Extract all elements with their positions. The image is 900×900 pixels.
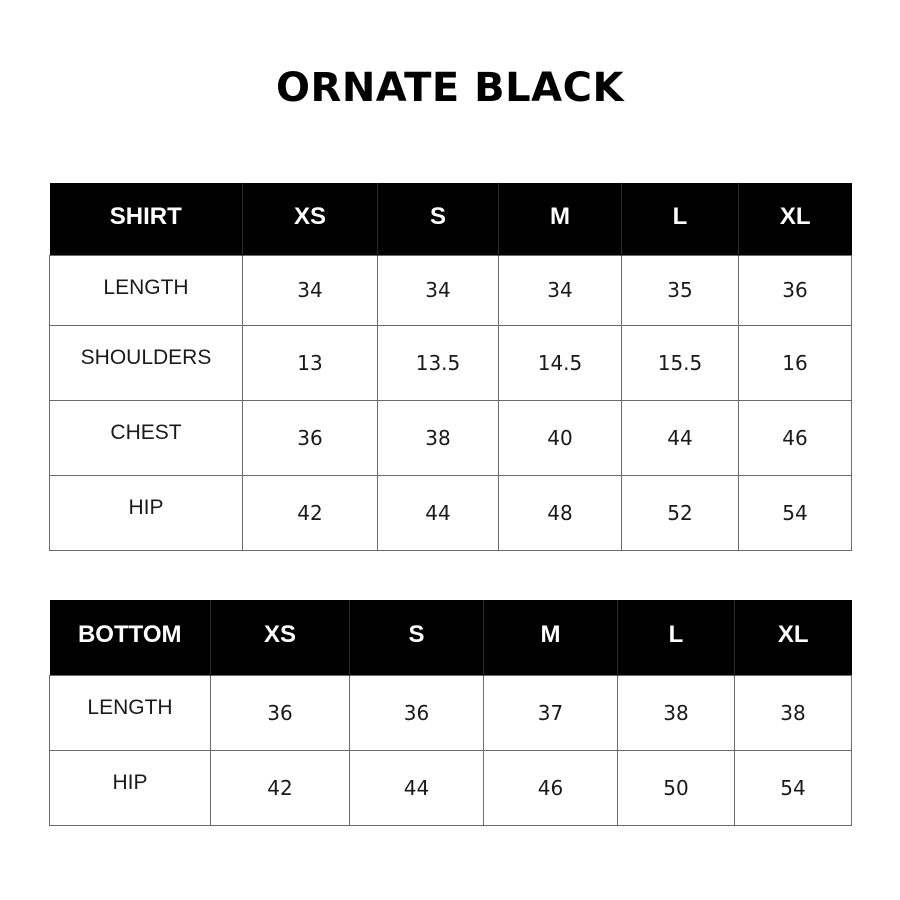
measurement-cell: 54	[739, 475, 852, 550]
measurement-cell: 13.5	[378, 325, 499, 400]
bottom-size-table	[49, 600, 852, 826]
table-row	[50, 750, 852, 825]
measurement-cell: 44	[350, 750, 484, 825]
measurement-cell: 52	[622, 475, 739, 550]
measurement-cell: 34	[499, 255, 622, 325]
shirt-size-header-s: S	[378, 183, 499, 255]
measurement-cell: 16	[739, 325, 852, 400]
page-title: ORNATE BLACK	[276, 65, 624, 111]
measurement-cell: 44	[378, 475, 499, 550]
row-label: CHEST	[50, 400, 243, 475]
measurement-cell: 54	[735, 750, 852, 825]
measurement-cell: 13	[243, 325, 378, 400]
shirt-header-row	[50, 183, 852, 255]
bottom-category-header: BOTTOM	[50, 600, 211, 675]
row-label: SHOULDERS	[50, 325, 243, 400]
table-row	[50, 675, 852, 750]
measurement-cell: 38	[618, 675, 735, 750]
measurement-cell: 36	[211, 675, 350, 750]
row-label: HIP	[50, 475, 243, 550]
measurement-cell: 36	[739, 255, 852, 325]
shirt-size-header-l: L	[622, 183, 739, 255]
measurement-cell: 42	[243, 475, 378, 550]
measurement-cell: 36	[243, 400, 378, 475]
measurement-cell: 35	[622, 255, 739, 325]
bottom-size-header-xl: XL	[735, 600, 852, 675]
measurement-cell: 38	[735, 675, 852, 750]
measurement-cell: 50	[618, 750, 735, 825]
table-row	[50, 255, 852, 325]
shirt-size-header-xl: XL	[739, 183, 852, 255]
measurement-cell: 38	[378, 400, 499, 475]
measurement-cell: 15.5	[622, 325, 739, 400]
shirt-size-header-m: M	[499, 183, 622, 255]
shirt-size-header-xs: XS	[243, 183, 378, 255]
measurement-cell: 40	[499, 400, 622, 475]
measurement-cell: 34	[378, 255, 499, 325]
bottom-size-header-s: S	[350, 600, 484, 675]
table-row	[50, 325, 852, 400]
row-label: LENGTH	[50, 255, 243, 325]
measurement-cell: 48	[499, 475, 622, 550]
table-row	[50, 400, 852, 475]
measurement-cell: 46	[484, 750, 618, 825]
measurement-cell: 36	[350, 675, 484, 750]
measurement-cell: 44	[622, 400, 739, 475]
bottom-size-header-l: L	[618, 600, 735, 675]
bottom-header-row	[50, 600, 852, 675]
shirt-size-table	[49, 183, 852, 551]
measurement-cell: 46	[739, 400, 852, 475]
shirt-category-header: SHIRT	[50, 183, 243, 255]
measurement-cell: 14.5	[499, 325, 622, 400]
row-label: HIP	[50, 750, 211, 825]
bottom-size-header-m: M	[484, 600, 618, 675]
measurement-cell: 42	[211, 750, 350, 825]
measurement-cell: 34	[243, 255, 378, 325]
measurement-cell: 37	[484, 675, 618, 750]
bottom-size-header-xs: XS	[211, 600, 350, 675]
row-label: LENGTH	[50, 675, 211, 750]
table-row	[50, 475, 852, 550]
